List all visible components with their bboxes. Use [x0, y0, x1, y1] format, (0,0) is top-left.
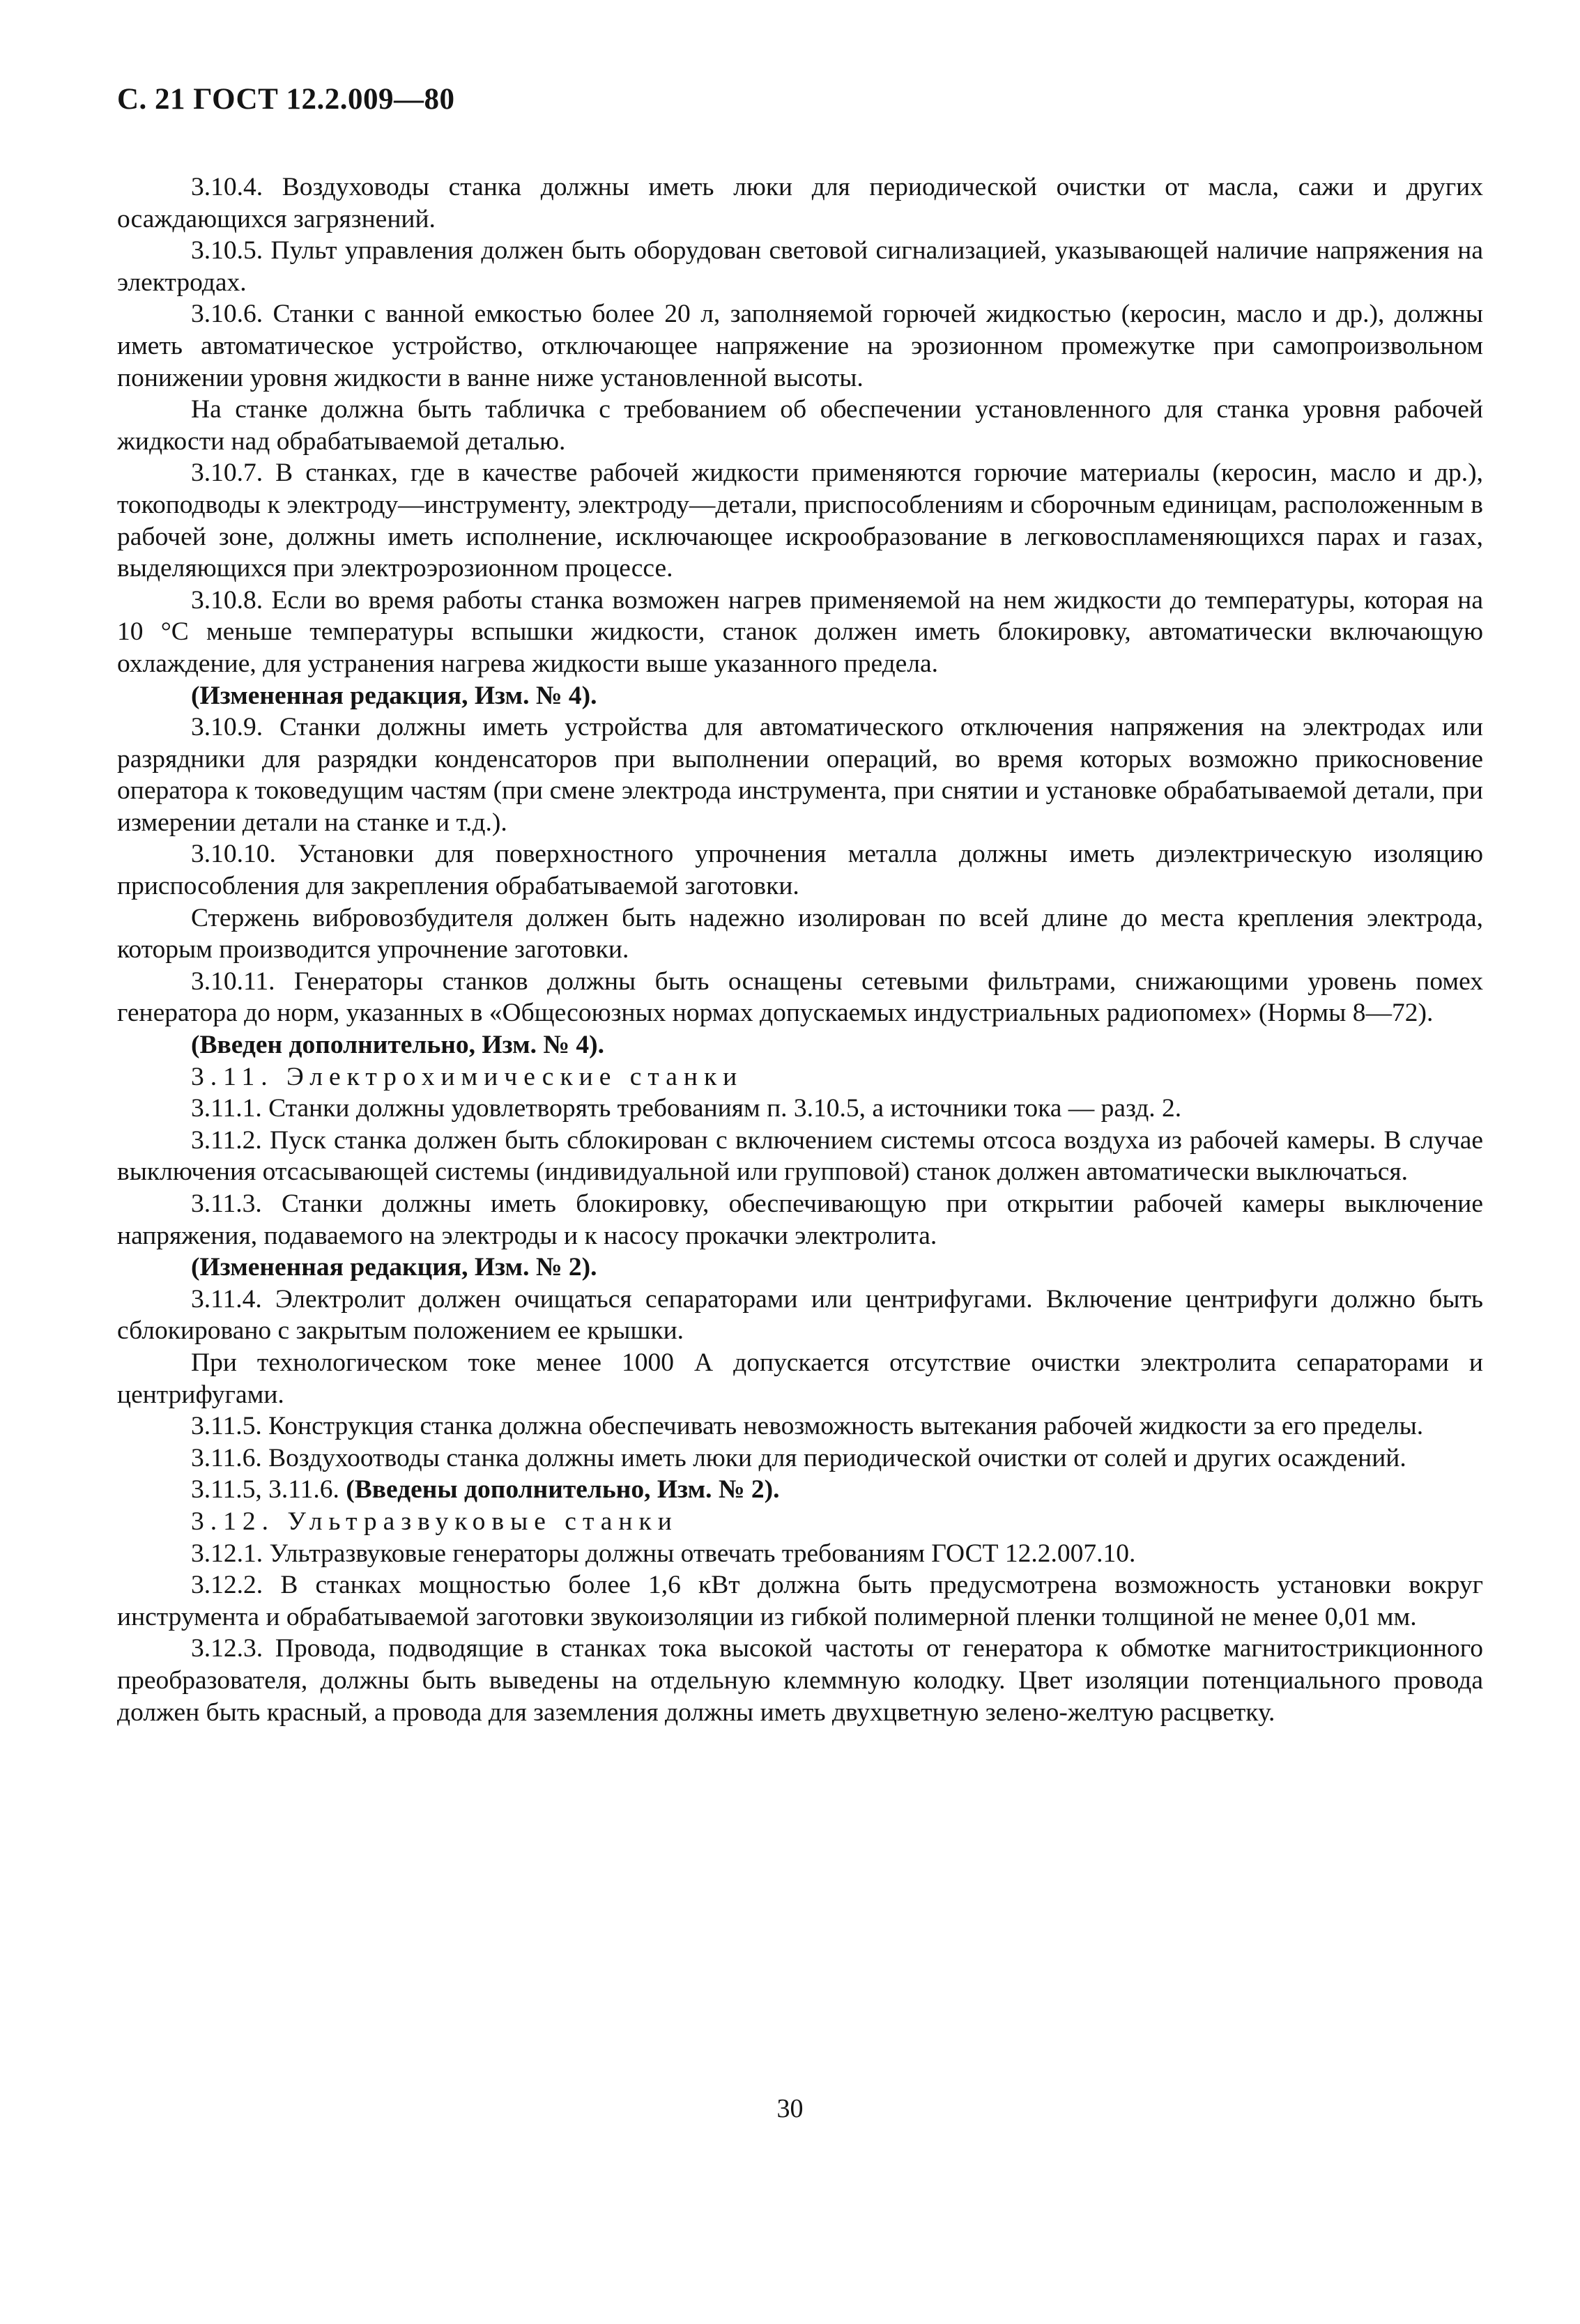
page-header: С. 21 ГОСТ 12.2.009—80	[117, 83, 455, 116]
paragraph-3-12-3: 3.12.3. Провода, подводящие в станках тока высокой частоты от генератора к обмотке магнитострикционного преобразователя, должны быть выведены на отдельную клеммную колодку. Цвет изоляции потенциального провода должен быть красный, а провода для заземления должны иметь двухцветную зелено-желтую расцветку.	[117, 1634, 1483, 1727]
document-body	[117, 171, 1483, 1728]
paragraph-3-10-11: 3.10.11. Генераторы станков должны быть оснащены сетевыми фильтрами, снижающими уровень помех генератора до норм, указанных в «Общесоюзных нормах допускаемых индустриальных радиопомех» (Нормы 8—72).	[117, 967, 1483, 1028]
paragraph-3-10-6-note: На станке должна быть табличка с требованием об обеспечении установленного для станка уровня рабочей жидкости над обрабатываемой деталью.	[117, 395, 1483, 456]
paragraph-3-10-10: 3.10.10. Установки для поверхностного упрочнения металла должны иметь диэлектрическую изоляцию приспособления для закрепления обрабатываемой заготовки.	[117, 840, 1483, 901]
amendment-note-2: (Измененная редакция, Изм. № 2).	[191, 1253, 597, 1282]
paragraph-3-10-4: 3.10.4. Воздуховоды станка должны иметь люки для периодической очистки от масла, сажи и других осаждающихся загрязнений.	[117, 173, 1483, 233]
section-heading-3-11: 3.11. Электрохимические станки	[191, 1062, 744, 1091]
added-note-2	[117, 1474, 1483, 1506]
paragraph-3-12-1: 3.12.1. Ультразвуковые генераторы должны отвечать требованиям ГОСТ 12.2.007.10.	[191, 1539, 1136, 1568]
paragraph-3-11-5: 3.11.5. Конструкция станка должна обеспечивать невозможность вытекания рабочей жидкости за его пределы.	[191, 1412, 1424, 1441]
page-number: 30	[776, 2094, 804, 2123]
section-heading-3-12: 3.12. Ультразвуковые станки	[191, 1507, 678, 1536]
paragraph-3-11-4-note: При технологическом токе менее 1000 А допускается отсутствие очистки электролита сепараторами и центрифугами.	[117, 1348, 1483, 1409]
amendment-note-4: (Измененная редакция, Изм. № 4).	[191, 681, 597, 710]
paragraph-3-10-9: 3.10.9. Станки должны иметь устройства для автоматического отключения напряжения на электродах или разрядники для разрядки конденсаторов при выполнении операций, во время которых возможно прикосновение оператора к токоведущим частям (при смене электрода инструмента, при снятии и установке обрабатываемой детали, при измерении детали на станке и т.д.).	[117, 713, 1483, 837]
paragraph-3-10-5: 3.10.5. Пульт управления должен быть оборудован световой сигнализацией, указывающей наличие напряжения на электродах.	[117, 236, 1483, 297]
paragraph-3-12-2: 3.12.2. В станках мощностью более 1,6 кВт должна быть предусмотрена возможность установки вокруг инструмента и обрабатываемой заготовки звукоизоляции из гибкой полимерной пленки толщиной не менее 0,01 мм.	[117, 1571, 1483, 1631]
added-note-4: (Введен дополнительно, Изм. № 4).	[191, 1031, 605, 1060]
paragraph-3-11-3: 3.11.3. Станки должны иметь блокировку, обеспечивающую при открытии рабочей камеры выключение напряжения, подаваемого на электроды и к насосу прокачки электролита.	[117, 1190, 1483, 1250]
paragraph-3-10-7: 3.10.7. В станках, где в качестве рабочей жидкости применяются горючие материалы (керосин, масло и др.), токоподводы к электроду—инструменту, электроду—детали, приспособлениям и сборочным единицам, расположенным в рабочей зоне, должны иметь исполнение, исключающее искрообразование в легковоспламеняющихся парах и газах, выделяющихся при электроэрозионном процессе.	[117, 459, 1483, 583]
added-note-2-text: (Введены дополнительно, Изм. № 2).	[346, 1475, 780, 1505]
paragraph-3-11-6: 3.11.6. Воздухоотводы станка должны иметь люки для периодической очистки от солей и других осаждений.	[191, 1443, 1406, 1472]
paragraph-3-10-8: 3.10.8. Если во время работы станка возможен нагрев применяемой на нем жидкости до температуры, которая на 10 °С меньше температуры вспышки жидкости, станок должен иметь блокировку, автоматически включающую охлаждение, для устранения нагрева жидкости выше указанного предела.	[117, 585, 1483, 678]
paragraph-3-11-4: 3.11.4. Электролит должен очищаться сепараторами или центрифугами. Включение центрифуги должно быть сблокировано с закрытым положением ее крышки.	[117, 1284, 1483, 1346]
paragraph-3-10-6: 3.10.6. Станки с ванной емкостью более 20 л, заполняемой горючей жидкостью (керосин, масло и др.), должны иметь автоматическое устройство, отключающее напряжение на эрозионном промежутке при самопроизвольном понижении уровня жидкости в ванне ниже установленной высоты.	[117, 300, 1483, 392]
paragraph-3-10-10-note: Стержень вибровозбудителя должен быть надежно изолирован по всей длине до места крепления электрода, которым производится упрочнение заготовки.	[117, 903, 1483, 964]
paragraph-3-11-1: 3.11.1. Станки должны удовлетворять требованиям п. 3.10.5, а источники тока — разд. 2.	[191, 1094, 1182, 1123]
paragraph-3-11-2: 3.11.2. Пуск станка должен быть сблокирован с включением системы отсоса воздуха из рабочей камеры. В случае выключения отсасывающей системы (индивидуальной или групповой) станок должен автоматически выключаться.	[117, 1125, 1483, 1187]
added-note-2-refs: 3.11.5, 3.11.6.	[191, 1475, 346, 1505]
